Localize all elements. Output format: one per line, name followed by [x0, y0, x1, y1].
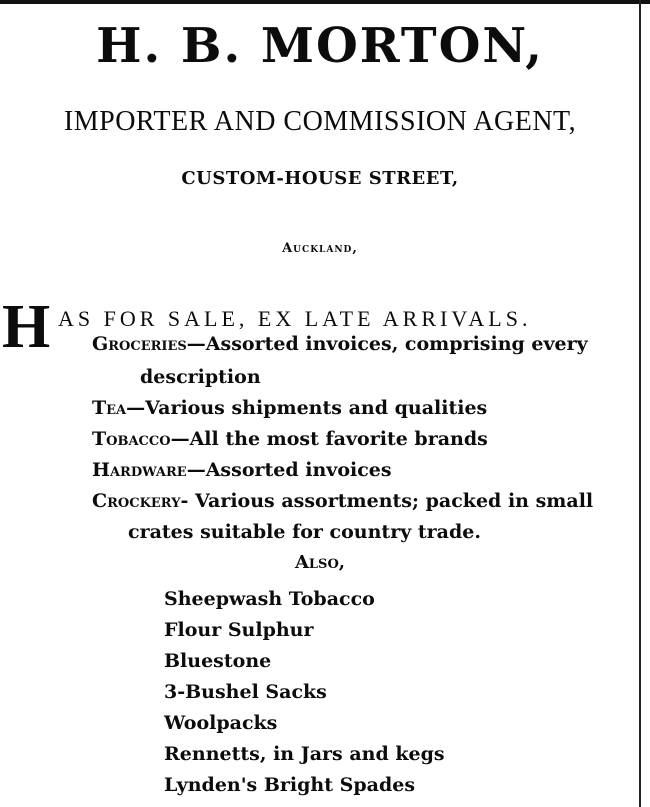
goods-separator: —: [170, 428, 190, 450]
goods-text: All the most favorite brands: [189, 428, 488, 450]
goods-text: Various shipments and qualities: [145, 397, 488, 419]
city: Auckland,: [282, 241, 358, 256]
intro-line: AS FOR SALE, EX LATE ARRIVALS.: [58, 306, 532, 331]
goods-text: crates suitable for country trade.: [128, 521, 481, 543]
also-item: Bluestone: [164, 650, 272, 672]
goods-line: [92, 459, 392, 481]
also-item: Woolpacks: [164, 712, 278, 734]
goods-text: Assorted invoices: [205, 459, 392, 481]
merchant-name: H. B. MORTON,: [96, 18, 544, 74]
also-heading: Also,: [294, 552, 346, 573]
goods-line: [128, 521, 481, 543]
goods-text: Assorted invoices, comprising every: [205, 333, 588, 355]
goods-heading: Hardware: [92, 459, 187, 481]
goods-separator: —: [186, 459, 206, 481]
goods-line: [140, 366, 261, 388]
goods-heading: Crockery: [92, 490, 181, 512]
goods-heading: Tea: [92, 397, 127, 419]
goods-text: Various assortments; packed in small: [195, 490, 594, 512]
also-item: Sheepwash Tobacco: [164, 588, 375, 610]
goods-heading: Tobacco: [92, 428, 171, 450]
drop-cap: H: [2, 293, 51, 361]
also-item: Rennetts, in Jars and kegs: [164, 743, 445, 765]
street-address: CUSTOM-HOUSE STREET,: [181, 168, 459, 189]
top-rule: [0, 0, 650, 4]
goods-line: [92, 333, 588, 355]
goods-separator: —: [126, 397, 146, 419]
goods-line: [92, 397, 487, 419]
goods-line: [92, 490, 593, 512]
also-item: 3-Bushel Sacks: [164, 681, 327, 703]
goods-line: [92, 428, 488, 450]
goods-separator: —: [186, 333, 206, 355]
goods-separator: -: [180, 490, 196, 512]
goods-heading: Groceries: [92, 333, 187, 355]
also-item: Flour Sulphur: [164, 619, 314, 641]
merchant-title: IMPORTER AND COMMISSION AGENT,: [63, 106, 577, 137]
also-item: Lynden's Bright Spades: [164, 774, 416, 796]
goods-text: description: [140, 366, 261, 388]
